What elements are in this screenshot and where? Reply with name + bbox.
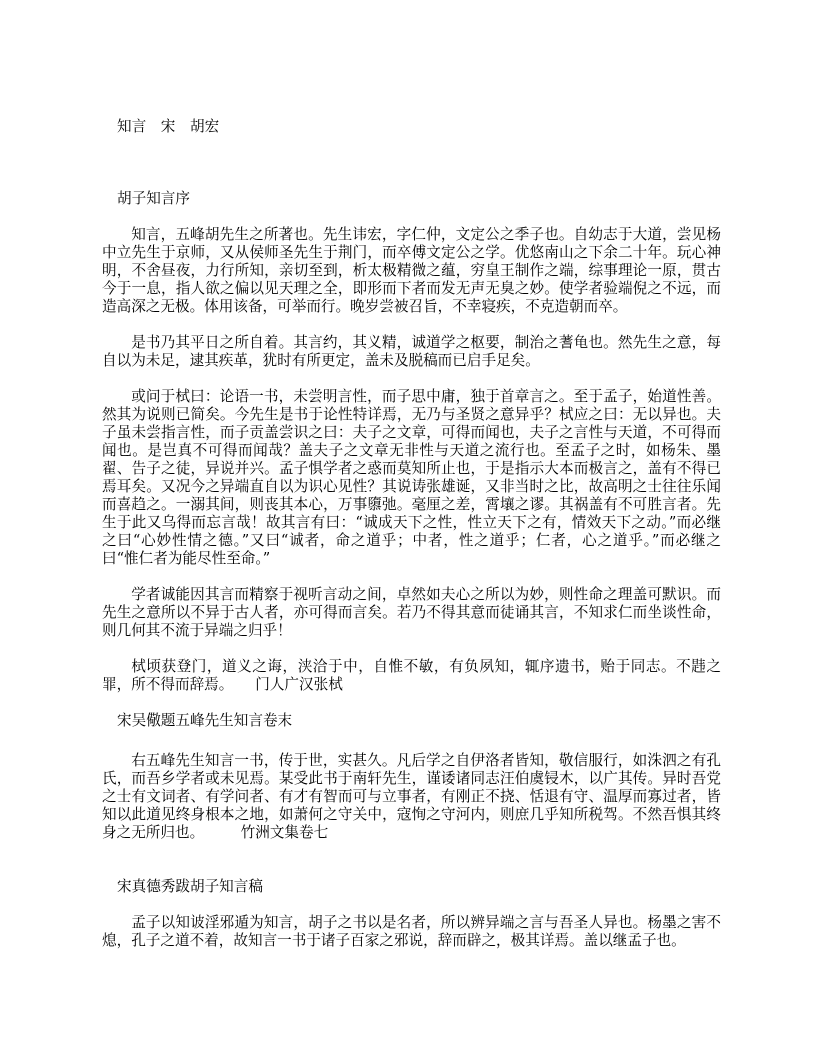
paragraph: 栻顷获登门，道义之诲，浃洽于中，自惟不敏，有负夙知，辄序遗书，贻于同志。不韪之罪，所不得而辞焉。 门人广汉张栻 [102, 658, 721, 693]
paragraph: 孟子以知诐淫邪遁为知言，胡子之书以是名者，所以辨异端之言与吾圣人异也。杨墨之害不熄，孔子之道不着，故知言一书于诸子百家之邪说，辞而辟之，极其详焉。盖以继孟子也。 [102, 914, 721, 949]
document-content [102, 118, 721, 950]
paragraph: 右五峰先生知言一书，传于世，实甚久。凡后学之自伊洛者皆知，敬信服行，如洙泗之有孔氏，而吾乡学者或未见焉。某受此书于南轩先生，谨诿诸同志汪伯虞锓木，以广其传。异时吾党之士有文词者、有学问者、有才有智而可与立事者，有刚正不挠、恬退有守、温厚而寡过者，皆知以此道见终身根本之地，如萧何之守关中，寇恂之守河内，则庶几乎知所税驾。不然吾惧其终身之无所归也。 竹洲文集卷七 [102, 752, 721, 841]
section-heading-preface: 胡子知言序 [117, 190, 190, 207]
paragraph: 知言，五峰胡先生之所著也。先生讳宏，字仁仲，文定公之季子也。自幼志于大道，尝见杨中立先生于京师，又从侯师圣先生于荆门，而卒傅文定公之学。优悠南山之下余二十年。玩心神明，不舍昼夜，力行所知，亲切至到，析太极精微之蕴，穷皇王制作之端，综事理论一原，贯古今于一息，指人欲之偏以见天理之全，即形而下者而发无声无臭之妙。使学者验端倪之不远，而造高深之无极。体用该备，可举而行。晚岁尝被召旨，不幸寝疾，不克造朝而卒。 [102, 226, 721, 315]
document-title: 知言 宋 胡宏 [117, 118, 220, 135]
section-heading-postscript-zhendexiu: 宋真德秀跋胡子知言稿 [117, 878, 263, 895]
paragraph: 是书乃其平日之所自着。其言约，其义精，诚道学之枢要，制治之蓍龟也。然先生之意，每自以为未足，逮其疾革，犹时有所更定，盖未及脱稿而已启手足矣。 [102, 334, 721, 369]
paragraph: 学者诚能因其言而精察于视听言动之间，卓然如夫心之所以为妙，则性命之理盖可默识。而先生之意所以不异于古人者，亦可得而言矣。若乃不得其意而徒诵其言，不知求仁而坐谈性命，则几何其不流于异端之归乎！ [102, 586, 721, 639]
section-heading-colophon-wujing: 宋吴儆题五峰先生知言卷末 [117, 712, 293, 729]
paragraph: 或问于栻曰：论语一书，未尝明言性，而子思中庸，独于首章言之。至于孟子，始道性善。然其为说则已简矣。今先生是书于论性特详焉，无乃与圣贤之意异乎？栻应之曰：无以异也。夫子虽未尝指言性，而子贡盖尝识之曰：夫子之文章，可得而闻也，夫子之言性与天道，不可得而闻也。是岂真不可得而闻哉？盖夫子之文章无非性与天道之流行也。至孟子之时，如杨朱、墨翟、告子之徒，异说并兴。孟子惧学者之惑而莫知所止也，于是指示大本而极言之，盖有不得已焉耳矣。又况今之异端直自以为识心见性？其说诪张雄诞，又非当时之比，故高明之士往往乐闻而喜趋之。一溺其间，则丧其本心，万事隳弛。毫厘之差，霄壤之谬。其祸盖有不可胜言者。先生于此又乌得而忘言哉！故其言有曰：“诚成天下之性，性立天下之有，情效天下之动。”而必继之曰“心妙性情之德。”又曰“诚者，命之道乎；中者，性之道乎；仁者，心之道乎。”而必继之曰“惟仁者为能尽性至命。” [102, 388, 721, 567]
